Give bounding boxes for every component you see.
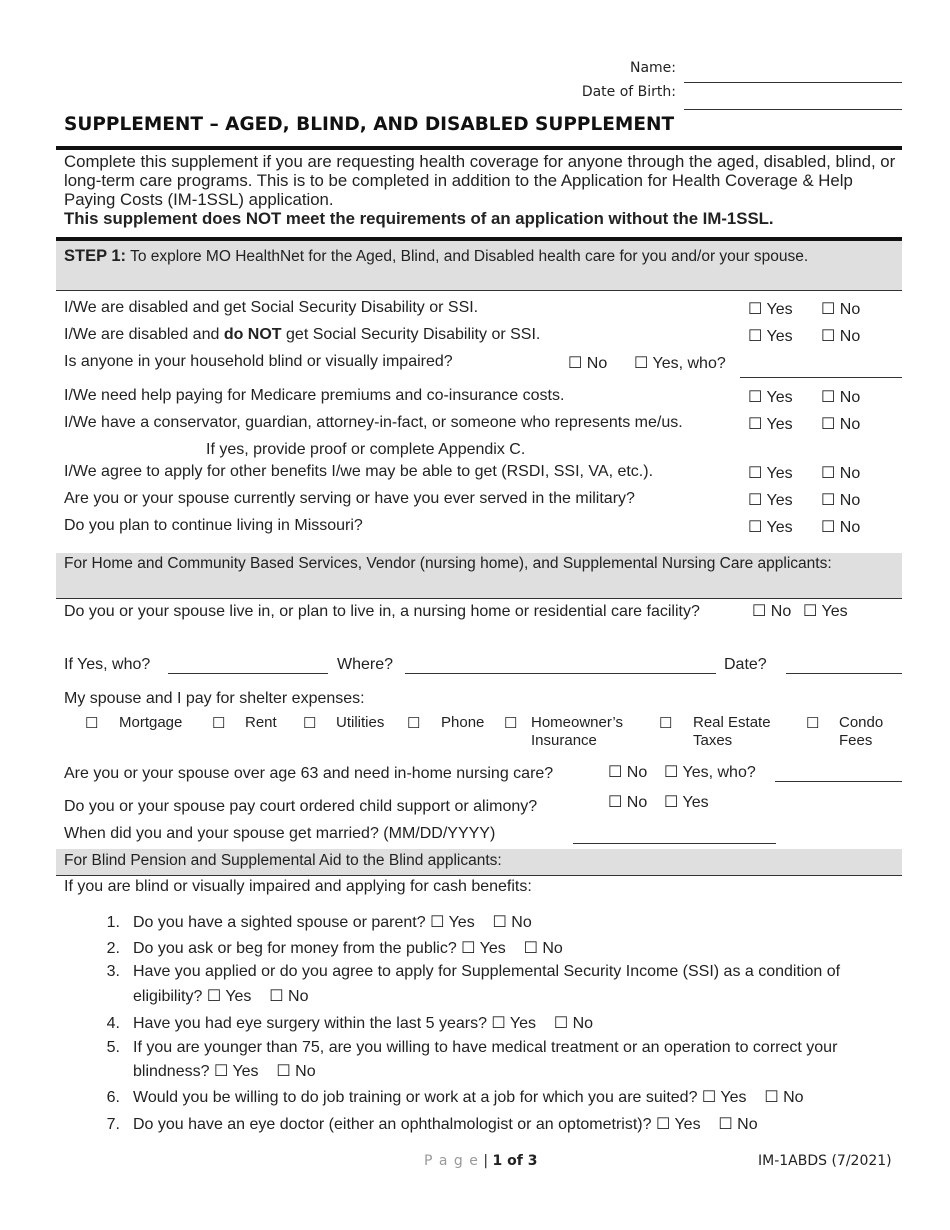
blind-item-1 (133, 913, 532, 933)
intro-bold-text: This supplement does NOT meet the requirements of an application without the IM-1SSL. (64, 209, 774, 228)
phone-label: Phone (441, 714, 485, 731)
q2-text-c: get Social Security Disability or SSI. (281, 326, 541, 343)
intro-block (64, 152, 896, 228)
mortgage-label: Mortgage (119, 714, 183, 731)
q5-no-checkbox[interactable]: ☐ No (821, 416, 861, 433)
q2-no-checkbox[interactable]: ☐ No (821, 328, 861, 345)
date-label: Date? (724, 656, 767, 673)
over63-no-checkbox[interactable]: ☐ No (608, 764, 648, 781)
blind-item-6-text: Would you be willing to do job training or work at a job for which you are suited? (133, 1089, 698, 1106)
q8-no-checkbox[interactable]: ☐ No (821, 519, 861, 536)
child-support-no-checkbox[interactable]: ☐ No (608, 794, 648, 811)
question-conservator: I/We have a conservator, guardian, attorney-in-fact, or someone who represents me/us. (64, 414, 683, 431)
form-id: IM-1ABDS (7/2021) (758, 1153, 892, 1169)
q4-yes-checkbox[interactable]: ☐ Yes (748, 389, 793, 406)
utilities-checkbox[interactable]: ☐ (303, 715, 317, 732)
name-field[interactable] (684, 82, 902, 83)
phone-checkbox[interactable]: ☐ (407, 715, 421, 732)
blind-item-3-num: 3. (106, 963, 120, 980)
question-missouri: Do you plan to continue living in Missouri? (64, 517, 363, 534)
step1-top-rule (56, 237, 902, 241)
q1-no-checkbox[interactable]: ☐ No (821, 301, 861, 318)
question-other-benefits: I/We agree to apply for other benefits I/we may be able to get (RSDI, SSI, VA, etc.). (64, 463, 654, 480)
blind-item-6 (133, 1088, 804, 1108)
question-nursing-facility: Do you or your spouse live in, or plan to live in, a nursing home or residential care facility? (64, 603, 700, 620)
blind-item-3-no-checkbox[interactable]: ☐ No (269, 988, 309, 1005)
blind-item-6-no-checkbox[interactable]: ☐ No (764, 1089, 804, 1106)
conservator-note: If yes, provide proof or complete Appendix C. (206, 441, 526, 458)
real-estate-taxes-label: Real Estate Taxes (693, 714, 771, 749)
page-count: 1 of 3 (492, 1153, 538, 1169)
q3-yes-who-checkbox[interactable]: ☐ Yes, who? (634, 355, 726, 372)
blind-item-4 (133, 1014, 593, 1034)
q1-yes-checkbox[interactable]: ☐ Yes (748, 301, 793, 318)
blind-item-7-no-checkbox[interactable]: ☐ No (718, 1116, 758, 1133)
blind-item-2-yes-checkbox[interactable]: ☐ Yes (461, 940, 506, 957)
homeowners-insurance-label: Homeowner’s Insurance (531, 714, 623, 749)
q7-no-checkbox[interactable]: ☐ No (821, 492, 861, 509)
question-marriage-date: When did you and your spouse get married? (MM/DD/YYYY) (64, 825, 496, 842)
hcbs-header: For Home and Community Based Services, Vendor (nursing home), and Supplemental Nursing Care applicants: (64, 555, 832, 572)
if-yes-who-label: If Yes, who? (64, 656, 151, 673)
q2-text-a: I/We are disabled and (64, 326, 224, 343)
child-support-yes-checkbox[interactable]: ☐ Yes (664, 794, 709, 811)
question-disabled-ssi: I/We are disabled and get Social Security Disability or SSI. (64, 299, 479, 316)
facility-where-field[interactable] (405, 673, 716, 674)
blind-intro: If you are blind or visually impaired and applying for cash benefits: (64, 878, 532, 895)
q6-no-checkbox[interactable]: ☐ No (821, 465, 861, 482)
dob-field[interactable] (684, 109, 902, 110)
blind-item-3-yes-checkbox[interactable]: ☐ Yes (206, 988, 252, 1005)
intro-text: Complete this supplement if you are requesting health coverage for anyone through the aged, disabled, blind, or long-term care programs. This is to be completed in addition to the Application for Health Coverage & Help Paying Costs (IM-1SSL) application. (64, 152, 896, 209)
facility-no-checkbox[interactable]: ☐ No (752, 603, 792, 620)
facility-date-field[interactable] (786, 673, 902, 674)
blind-item-4-num: 4. (106, 1015, 120, 1032)
blind-item-1-text: Do you have a sighted spouse or parent? (133, 914, 426, 931)
blind-item-4-text: Have you had eye surgery within the last 5 years? (133, 1015, 487, 1032)
page-title: SUPPLEMENT – AGED, BLIND, AND DISABLED SUPPLEMENT (64, 114, 675, 135)
blind-item-3-text: Have you applied or do you agree to apply for Supplemental Security Income (SSI) as a condition of (133, 963, 841, 980)
q2-text-bold: do NOT (223, 326, 282, 343)
over63-yes-who-checkbox[interactable]: ☐ Yes, who? (664, 764, 756, 781)
blind-item-5-text: If you are younger than 75, are you willing to have medical treatment or an operation to correct your (133, 1039, 838, 1056)
blind-item-3-line2 (133, 987, 308, 1007)
step1-label: STEP 1: (64, 247, 127, 265)
blind-item-4-no-checkbox[interactable]: ☐ No (553, 1015, 594, 1032)
utilities-label: Utilities (336, 714, 385, 731)
blind-item-1-num: 1. (106, 914, 120, 931)
blind-item-7 (133, 1115, 758, 1135)
real-estate-taxes-checkbox[interactable]: ☐ (659, 715, 673, 732)
blind-item-5-line2 (133, 1062, 316, 1082)
hcbs-rule (56, 598, 902, 599)
question-blind-household: Is anyone in your household blind or visually impaired? (64, 353, 453, 370)
rent-checkbox[interactable]: ☐ (212, 715, 226, 732)
shelter-question: My spouse and I pay for shelter expenses: (64, 690, 365, 707)
page-number (424, 1153, 537, 1169)
blind-item-2-text: Do you ask or beg for money from the public? (133, 940, 457, 957)
over63-who-field[interactable] (775, 781, 902, 782)
blind-item-3-text2: eligibility? (133, 988, 203, 1005)
blind-item-7-text: Do you have an eye doctor (either an ophthalmologist or an optometrist)? (133, 1116, 652, 1133)
rent-label: Rent (245, 714, 277, 731)
question-medicare-premiums: I/We need help paying for Medicare premiums and co-insurance costs. (64, 387, 565, 404)
question-military: Are you or your spouse currently serving or have you ever served in the military? (64, 490, 635, 507)
facility-yes-checkbox[interactable]: ☐ Yes (803, 603, 848, 620)
where-label: Where? (337, 656, 394, 673)
blind-item-5-text2: blindness? (133, 1063, 210, 1080)
blind-item-1-no-checkbox[interactable]: ☐ No (492, 914, 532, 931)
blind-item-1-yes-checkbox[interactable]: ☐ Yes (430, 914, 475, 931)
blind-header: For Blind Pension and Supplemental Aid to the Blind applicants: (64, 852, 502, 869)
name-label: Name: (629, 60, 676, 76)
condo-fees-checkbox[interactable]: ☐ (806, 715, 820, 732)
homeowners-insurance-checkbox[interactable]: ☐ (504, 715, 518, 732)
blind-item-6-num: 6. (106, 1089, 120, 1106)
mortgage-checkbox[interactable]: ☐ (85, 715, 99, 732)
title-rule (56, 146, 902, 150)
blind-item-5-no-checkbox[interactable]: ☐ No (276, 1063, 316, 1080)
blind-rule (56, 875, 902, 876)
question-over-63: Are you or your spouse over age 63 and need in-home nursing care? (64, 765, 554, 782)
page-label: P a g e (424, 1153, 479, 1169)
facility-who-field[interactable] (168, 673, 328, 674)
blind-item-4-yes-checkbox[interactable]: ☐ Yes (491, 1015, 537, 1032)
condo-fees-label: Condo Fees (839, 714, 884, 749)
blind-item-5-yes-checkbox[interactable]: ☐ Yes (213, 1063, 259, 1080)
q8-yes-checkbox[interactable]: ☐ Yes (748, 519, 793, 536)
dob-label: Date of Birth: (581, 84, 676, 100)
question-child-support: Do you or your spouse pay court ordered child support or alimony? (64, 798, 538, 815)
blind-item-5-num: 5. (106, 1039, 120, 1056)
step1-bottom-rule (56, 290, 902, 291)
blind-item-6-yes-checkbox[interactable]: ☐ Yes (701, 1089, 747, 1106)
blind-item-7-num: 7. (106, 1116, 120, 1133)
marriage-date-field[interactable] (573, 843, 776, 844)
q3-no-checkbox[interactable]: ☐ No (568, 355, 608, 372)
q7-yes-checkbox[interactable]: ☐ Yes (748, 492, 793, 509)
q6-yes-checkbox[interactable]: ☐ Yes (748, 465, 793, 482)
q3-who-field[interactable] (740, 377, 902, 378)
step1-description: To explore MO HealthNet for the Aged, Blind, and Disabled health care for you and/or your spouse. (130, 248, 809, 265)
page-separator: | (483, 1153, 489, 1169)
blind-item-7-yes-checkbox[interactable]: ☐ Yes (655, 1116, 701, 1133)
q4-no-checkbox[interactable]: ☐ No (821, 389, 861, 406)
blind-item-2 (133, 939, 563, 959)
q5-yes-checkbox[interactable]: ☐ Yes (748, 416, 793, 433)
blind-item-2-num: 2. (106, 940, 120, 957)
blind-item-2-no-checkbox[interactable]: ☐ No (523, 940, 563, 957)
q2-yes-checkbox[interactable]: ☐ Yes (748, 328, 793, 345)
step1-text (64, 246, 896, 267)
question-disabled-no-ssi (64, 325, 540, 345)
